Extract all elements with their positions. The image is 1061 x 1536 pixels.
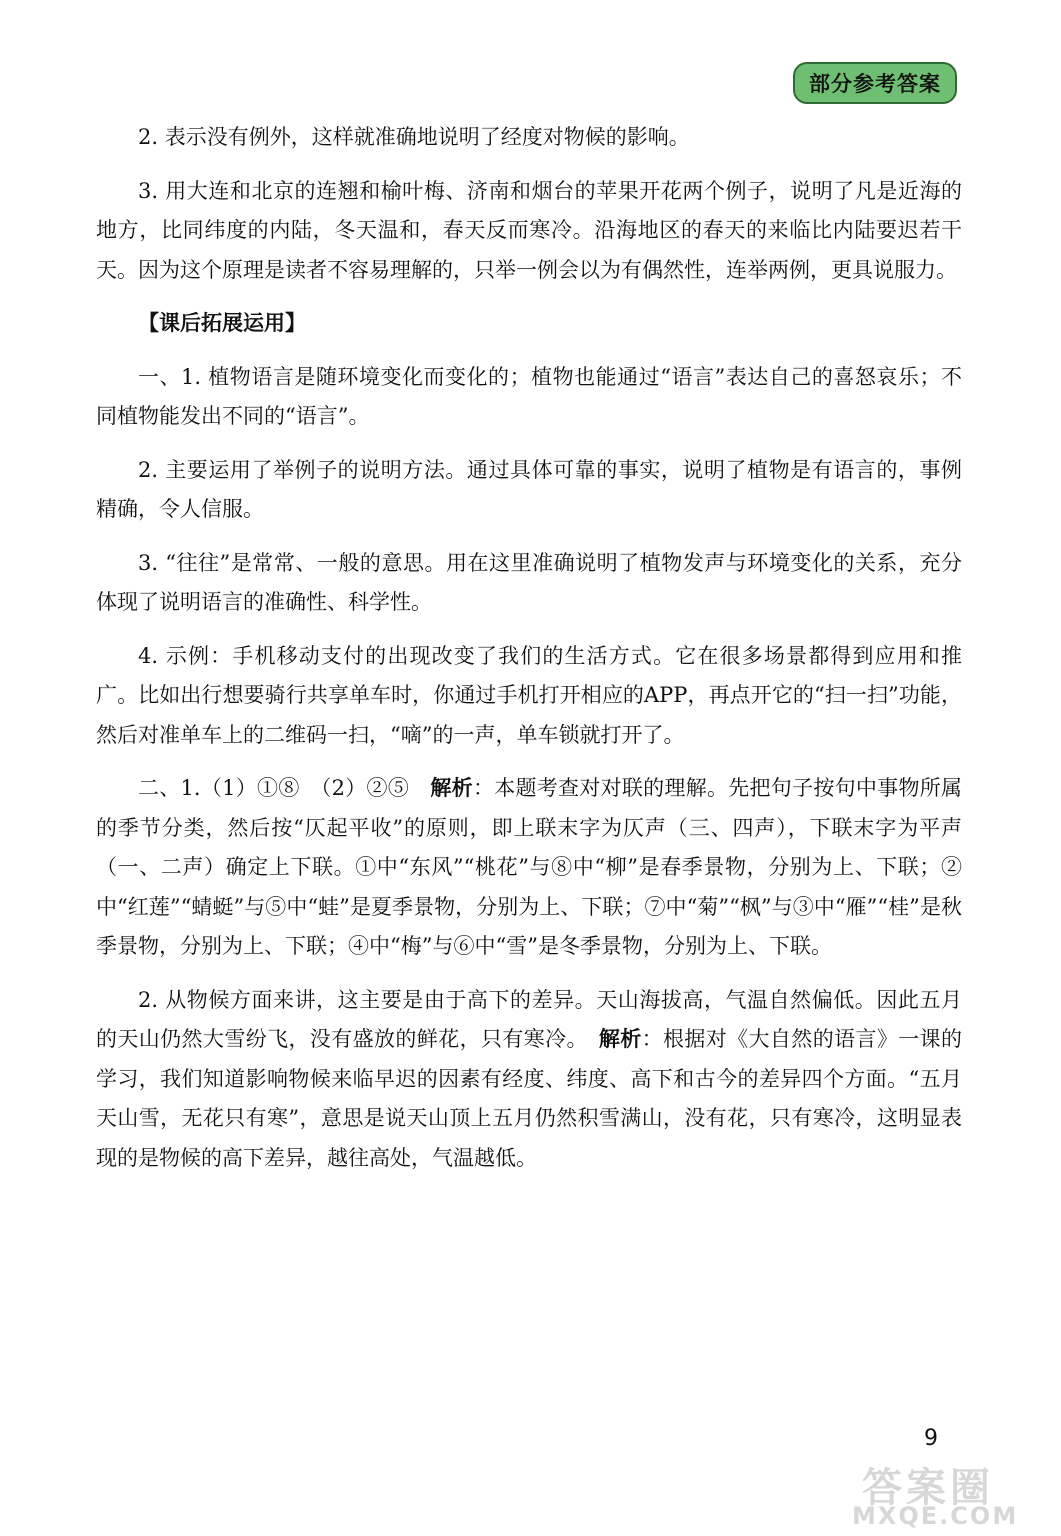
answer-text: 2. 从物候方面来讲，这主要是由于高下的差异。天山海拔高，气温自然偏低。因此五月的天山仍然大雪纷飞，没有盛放的鲜花，只有寒冷。 <box>96 987 962 1051</box>
analysis-label: 解析 <box>430 776 473 800</box>
section-badge: 部分参考答案 <box>793 62 957 104</box>
answer-text: 二、1.（1）①⑧ （2）②⑤ <box>138 776 431 800</box>
watermark-top-text: 答案圈 <box>862 1465 994 1511</box>
watermark-logo <box>852 1456 1052 1532</box>
answer-paragraph: 一、1. 植物语言是随环境变化而变化的；植物也能通过“语言”表达自己的喜怒哀乐；不同植物能发出不同的“语言”。 <box>96 364 962 428</box>
analysis-label: 解析 <box>598 1027 642 1051</box>
analysis-text: ：根据对《大自然的语言》一课的学习，我们知道影响物候来临早迟的因素有经度、纬度、高下和古今的差异四个方面。“五月天山雪，无花只有寒”，意思是说天山顶上五月仍然积雪满山，没有花，只有寒冷，这明显表现的是物候的高下差异，越往高处，气温越低。 <box>96 1027 963 1170</box>
answer-paragraph: 3. “往往”是常常、一般的意思。用在这里准确说明了植物发声与环境变化的关系，充分体现了说明语言的准确性、科学性。 <box>96 550 962 614</box>
answer-paragraph: 2. 表示没有例外，这样就准确地说明了经度对物候的影响。 <box>138 125 690 149</box>
answer-paragraph-part2-q2 <box>96 981 962 1179</box>
answer-paragraph: 3. 用大连和北京的连翘和榆叶梅、济南和烟台的苹果开花两个例子，说明了凡是近海的地方，比同纬度的内陆，冬天温和，春天反而寒冷。沿海地区的春天的来临比内陆要迟若干天。因为这个原理是读者不容易理解的，只举一例会以为有偶然性，连举两例，更具说服力。 <box>96 178 962 282</box>
analysis-text: ：本题考查对对联的理解。先把句子按句中事物所属的季节分类，然后按“仄起平收”的原则，即上联末字为仄声（三、四声），下联末字为平声（一、二声）确定上下联。①中“东风”“桃花”与⑧中“柳”是春季景物，分别为上、下联；②中“红莲”“蜻蜓”与⑤中“蛙”是夏季景物，分别为上、下联；⑦中“菊”“枫”与③中“雁”“桂”是秋季景物，分别为上、下联；④中“梅”与⑥中“雪”是冬季景物，分别为上、下联。 <box>96 776 963 958</box>
section-heading: 【课后拓展运用】 <box>138 311 306 335</box>
page-number: 9 <box>924 1426 938 1451</box>
answer-paragraph: 2. 主要运用了举例子的说明方法。通过具体可靠的事实，说明了植物是有语言的，事例精确，令人信服。 <box>96 457 962 521</box>
watermark-bottom-text: MXQE.COM <box>852 1502 1019 1530</box>
answer-content <box>96 118 962 1192</box>
answer-paragraph: 4. 示例：手机移动支付的出现改变了我们的生活方式。它在很多场景都得到应用和推广。比如出行想要骑行共享单车时，你通过手机打开相应的APP，再点开它的“扫一扫”功能，然后对准单车上的二维码一扫，“嘀”的一声，单车锁就打开了。 <box>96 643 962 747</box>
answer-paragraph-part2-q1 <box>96 769 962 967</box>
